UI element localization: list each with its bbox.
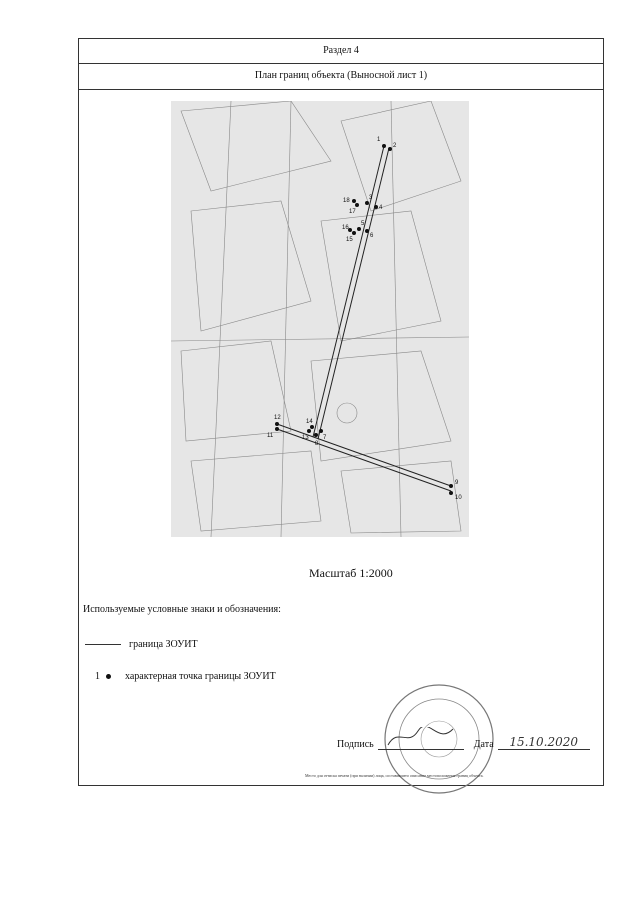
legend-point <box>95 671 276 682</box>
point-label: 2 <box>393 143 397 149</box>
point-label: 6 <box>370 233 374 239</box>
date-value: 15.10.2020 <box>498 735 590 750</box>
cadastral-map <box>171 101 469 537</box>
boundary-line-icon <box>85 644 121 645</box>
map-scale: Масштаб 1:2000 <box>309 566 393 580</box>
point-label: 11 <box>267 433 274 439</box>
plan-title: План границ объекта (Выносной лист 1) <box>79 63 603 90</box>
point-label: 5 <box>361 221 365 227</box>
stamp-footnote: Место для оттиска печати (при наличии) лица, составившего описание местоположения границ объекта. <box>305 773 484 778</box>
legend-point-label: характерная точка границы ЗОУИТ <box>125 671 276 682</box>
point-label: 17 <box>349 209 356 215</box>
point-label: 3 <box>369 195 373 201</box>
document-frame <box>78 38 604 786</box>
point-label: 9 <box>455 480 459 486</box>
legend-point-number: 1 <box>95 671 100 682</box>
point-label: 10 <box>455 495 462 501</box>
section-header: Раздел 4 <box>79 39 603 64</box>
point-marker-icon <box>106 674 111 679</box>
point-label: 13 <box>302 435 309 441</box>
point-label: 12 <box>274 415 281 421</box>
signature-label: Подпись <box>337 739 374 750</box>
point-label: 8 <box>315 441 319 447</box>
point-label: 4 <box>379 205 383 211</box>
point-label: 7 <box>323 435 327 441</box>
point-label: 15 <box>346 237 353 243</box>
legend-title: Используемые условные знаки и обозначения: <box>83 604 281 615</box>
point-label: 16 <box>342 225 349 231</box>
point-label: 14 <box>306 419 313 425</box>
point-label: 18 <box>343 198 350 204</box>
legend-boundary-label: граница ЗОУИТ <box>129 639 198 650</box>
signature-icon <box>378 727 464 747</box>
point-label: 1 <box>377 137 381 143</box>
legend-boundary <box>85 639 198 650</box>
signature-line <box>378 735 464 750</box>
date-label: Дата <box>473 739 494 750</box>
signature-block <box>337 735 590 750</box>
